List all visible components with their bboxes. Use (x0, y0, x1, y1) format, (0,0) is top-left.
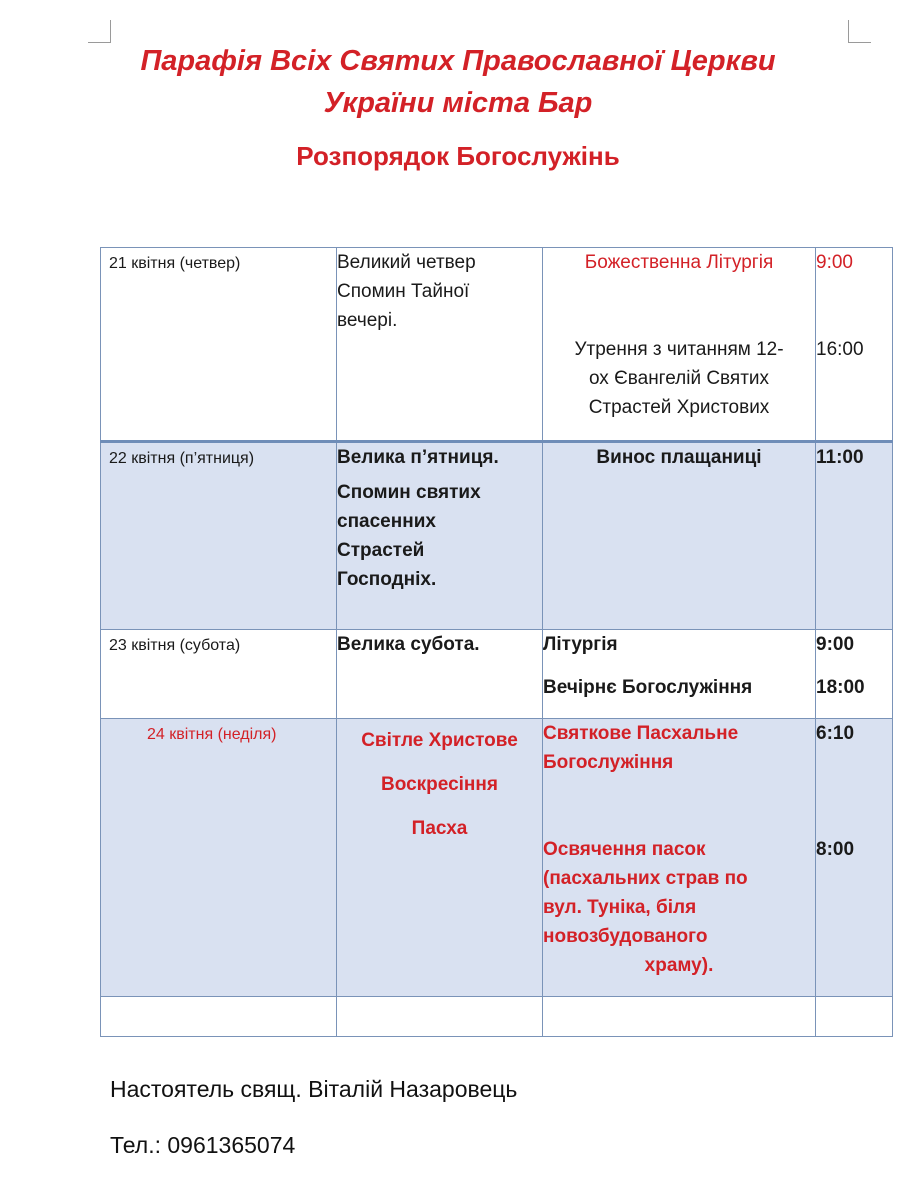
title-line-1: Парафія Всіх Святих Православної Церкви (140, 45, 776, 77)
date-cell (101, 442, 337, 630)
date-text: 22 квітня (п’ятниця) (109, 450, 255, 467)
time-text: 16:00 (816, 339, 864, 360)
service-line: храму). (644, 955, 714, 976)
empty-cell (543, 997, 816, 1037)
feast-line: Господніх. (337, 569, 437, 590)
service-cell (543, 248, 816, 442)
service-line: Богослужіння (543, 752, 674, 773)
service-cell (543, 630, 816, 719)
feast-cell (337, 248, 543, 442)
date-cell (101, 719, 337, 997)
date-cell (101, 248, 337, 442)
service-text: Літургія (543, 634, 618, 655)
date-text: 24 квітня (неділя) (147, 726, 277, 743)
time-cell (816, 719, 893, 997)
feast-line: Страстей (337, 540, 425, 561)
table-row-empty (101, 997, 893, 1037)
rector-name: Настоятель свящ. Віталій Назаровець (110, 1076, 518, 1102)
service-line: Страстей Христових (588, 397, 770, 418)
feast-line: Воскресіння (381, 774, 498, 795)
schedule-subtitle: Розпорядок Богослужінь (296, 141, 620, 171)
time-text: 9:00 (816, 252, 853, 273)
service-line: Освячення пасок (543, 839, 706, 860)
phone-number: Тел.: 0961365074 (110, 1132, 296, 1158)
feast-line: Спомин святих (337, 482, 481, 503)
date-text: 23 квітня (субота) (109, 637, 241, 654)
service-text: Вечірнє Богослужіння (543, 677, 753, 698)
time-cell (816, 442, 893, 630)
parish-title (0, 40, 916, 124)
feast-line: Світле Христове (361, 730, 518, 751)
table-row (101, 248, 893, 442)
time-text: 9:00 (816, 634, 855, 655)
empty-cell (337, 997, 543, 1037)
title-line-2: України міста Бар (323, 87, 593, 119)
empty-cell (816, 997, 893, 1037)
service-line: (пасхальних страв по (543, 868, 748, 889)
service-cell (543, 719, 816, 997)
table-row (101, 719, 893, 997)
service-cell (543, 442, 816, 630)
feast-title: Велика субота. (337, 634, 480, 655)
time-text: 18:00 (816, 677, 865, 698)
feast-line: Спомин Тайної (337, 281, 470, 302)
feast-cell (337, 630, 543, 719)
table-row (101, 630, 893, 719)
date-cell (101, 630, 337, 719)
feast-cell (337, 442, 543, 630)
time-text: 11:00 (816, 447, 864, 468)
service-line: вул. Туніка, біля (543, 897, 697, 918)
time-cell (816, 248, 893, 442)
feast-line: вечері. (337, 310, 398, 331)
service-line: новозбудованого (543, 926, 708, 947)
feast-cell (337, 719, 543, 997)
time-text: 8:00 (816, 839, 855, 860)
table-row (101, 442, 893, 630)
feast-line: Великий четвер (337, 252, 476, 273)
date-text: 21 квітня (четвер) (109, 255, 241, 272)
service-line: ох Євангелій Святих (588, 368, 770, 389)
services-table (100, 247, 893, 1037)
empty-cell (101, 997, 337, 1037)
service-text: Винос плащаниці (596, 447, 762, 468)
time-cell (816, 630, 893, 719)
feast-line: Пасха (411, 818, 468, 839)
feast-line: спасенних (337, 511, 436, 532)
service-line: Святкове Пасхальне (543, 723, 739, 744)
service-line: Утрення з читанням 12- (574, 339, 784, 360)
time-text: 6:10 (816, 723, 855, 744)
service-text: Божественна Літургія (584, 252, 774, 273)
feast-title: Велика п’ятниця. (337, 447, 499, 468)
